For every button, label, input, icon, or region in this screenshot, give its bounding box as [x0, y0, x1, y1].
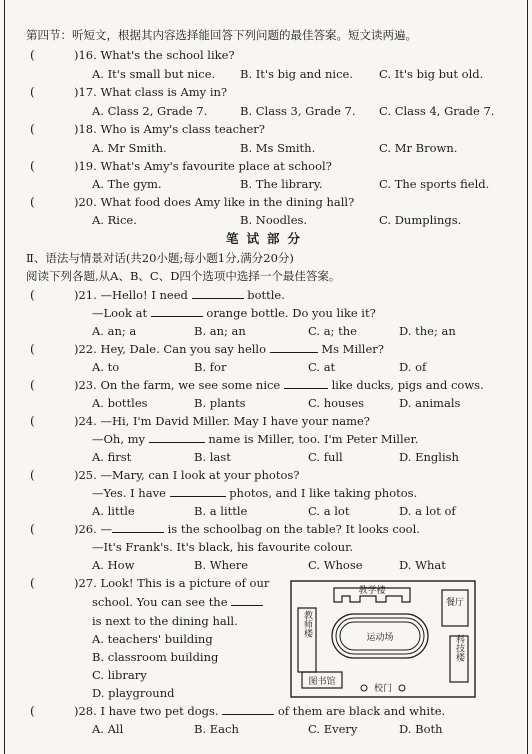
question-number: )26.	[74, 522, 97, 536]
question-text: —Oh, my	[92, 432, 146, 446]
question-20	[74, 195, 354, 209]
option-b[interactable]: B. Noodles.	[240, 213, 308, 227]
question-text: Ms Miller?	[321, 342, 384, 356]
option-b[interactable]: B. for	[194, 360, 227, 374]
option-a[interactable]: A. All	[92, 722, 124, 736]
answer-blank[interactable]	[270, 342, 318, 353]
question-text: —Hello! I need	[100, 288, 188, 302]
page-border-right	[527, 0, 528, 754]
question-number: )28.	[74, 704, 97, 718]
option-d[interactable]: D. playground	[92, 686, 175, 700]
option-d[interactable]: D. Both	[399, 722, 443, 736]
option-a[interactable]: A. How	[92, 558, 135, 572]
question-text: like ducks, pigs and cows.	[331, 378, 484, 392]
option-b[interactable]: B. classroom building	[92, 650, 219, 664]
option-a[interactable]: A. bottles	[92, 396, 148, 410]
question-text: On the farm, we see some nice	[100, 378, 281, 392]
answer-paren[interactable]: (	[30, 704, 35, 718]
section4-header: 第四节：听短文，根据其内容选择能回答下列问题的最佳答案。短文读两遍。	[26, 28, 417, 42]
question-text: Who is Amy's class teacher?	[100, 122, 265, 136]
map-label-dining-text: 餐厅	[445, 598, 465, 608]
option-c[interactable]: C. full	[308, 450, 343, 464]
question-number: )18.	[74, 122, 97, 136]
option-b[interactable]: B. Where	[194, 558, 249, 572]
option-d[interactable]: D. a lot of	[399, 504, 456, 518]
question-number: )16.	[74, 48, 97, 62]
answer-blank[interactable]	[149, 432, 205, 443]
option-b[interactable]: B. a little	[194, 504, 248, 518]
question-number: )23.	[74, 378, 97, 392]
question-text: bottle.	[247, 288, 285, 302]
question-number: )22.	[74, 342, 97, 356]
answer-blank[interactable]	[112, 522, 164, 533]
answer-paren[interactable]: (	[30, 159, 35, 173]
part2-instruction: 阅读下列各题,从A、B、C、D四个选项中选择一个最佳答案。	[26, 269, 341, 283]
option-d[interactable]: D. English	[399, 450, 459, 464]
question-text: What class is Amy in?	[100, 85, 228, 99]
option-b[interactable]: B. Class 3, Grade 7.	[240, 104, 356, 118]
question-text: name is Miller, too. I'm Peter Miller.	[208, 432, 419, 446]
question-21	[74, 288, 285, 302]
question-number: )25.	[74, 468, 97, 482]
option-c[interactable]: C. a; the	[308, 324, 357, 338]
question-text: photos, and I like taking photos.	[229, 486, 418, 500]
option-d[interactable]: D. What	[399, 558, 446, 572]
answer-blank[interactable]	[192, 288, 244, 299]
option-a[interactable]: A. It's small but nice.	[92, 67, 216, 81]
question-number: )27.	[74, 576, 97, 590]
option-a[interactable]: A. The gym.	[92, 177, 162, 191]
question-text: —	[100, 522, 112, 536]
option-c[interactable]: C. Every	[308, 722, 358, 736]
map-label-teachers: 教师楼	[302, 610, 312, 638]
question-24	[74, 414, 370, 428]
option-b[interactable]: B. It's big and nice.	[240, 67, 353, 81]
answer-blank[interactable]	[231, 595, 263, 606]
answer-blank[interactable]	[284, 378, 328, 389]
answer-paren[interactable]: (	[30, 342, 35, 356]
option-a[interactable]: A. an; a	[92, 324, 137, 338]
option-b[interactable]: B. an; an	[194, 324, 246, 338]
option-a[interactable]: A. to	[92, 360, 120, 374]
school-map	[290, 580, 476, 698]
answer-blank[interactable]	[222, 704, 274, 715]
map-label-gate: 校门	[373, 684, 393, 694]
option-b[interactable]: B. The library.	[240, 177, 323, 191]
option-c[interactable]: C. at	[308, 360, 336, 374]
question-18	[74, 122, 265, 136]
question-26-line2: —It's Frank's. It's black, his favourite colour.	[92, 540, 354, 554]
question-text: school. You can see the	[92, 595, 228, 609]
question-text: —Look at	[92, 306, 148, 320]
question-number: )20.	[74, 195, 97, 209]
question-text: Look! This is a picture of our	[100, 576, 270, 590]
option-b[interactable]: B. plants	[194, 396, 246, 410]
question-28	[74, 704, 445, 718]
question-number: )24.	[74, 414, 97, 428]
option-d[interactable]: D. the; an	[399, 324, 456, 338]
question-25	[74, 468, 299, 482]
question-17	[74, 85, 227, 99]
question-text: Hey, Dale. Can you say hello	[100, 342, 267, 356]
question-text: is the schoolbag on the table? It looks cool.	[167, 522, 420, 536]
question-25-line2	[92, 486, 417, 500]
question-text: What's the school like?	[100, 48, 235, 62]
option-c[interactable]: C. Mr Brown.	[379, 141, 458, 155]
map-label-sports: 运动场	[366, 633, 394, 643]
map-label-dining	[446, 596, 464, 608]
option-a[interactable]: A. first	[92, 450, 132, 464]
option-b[interactable]: B. Ms Smith.	[240, 141, 316, 155]
question-16	[74, 48, 235, 62]
question-number: )17.	[74, 85, 97, 99]
question-22	[74, 342, 384, 356]
option-c[interactable]: C. a lot	[308, 504, 350, 518]
answer-paren[interactable]: (	[30, 522, 35, 536]
answer-paren[interactable]: (	[30, 576, 35, 590]
question-number: )21.	[74, 288, 97, 302]
question-23	[74, 378, 484, 392]
question-19	[74, 159, 332, 173]
answer-blank[interactable]	[170, 486, 226, 497]
option-d[interactable]: D. of	[399, 360, 427, 374]
option-c[interactable]: C. houses	[308, 396, 365, 410]
question-26	[74, 522, 420, 536]
question-text: I have two pet dogs.	[100, 704, 219, 718]
question-text: —Mary, can I look at your photos?	[100, 468, 300, 482]
option-c[interactable]: C. Whose	[308, 558, 363, 572]
question-text: —Hi, I'm David Miller. May I have your name?	[100, 414, 370, 428]
map-label-library: 图书馆	[308, 677, 336, 687]
option-c[interactable]: C. Dumplings.	[379, 213, 462, 227]
answer-paren[interactable]: (	[30, 48, 35, 62]
option-c[interactable]: C. library	[92, 668, 147, 682]
map-label-science: 科技楼	[454, 634, 464, 662]
question-text: orange bottle. Do you like it?	[206, 306, 376, 320]
answer-paren[interactable]: (	[30, 288, 35, 302]
option-a[interactable]: A. teachers' building	[92, 632, 213, 646]
option-a[interactable]: A. little	[92, 504, 135, 518]
option-b[interactable]: B. Each	[194, 722, 239, 736]
part2-header: Ⅱ、语法与情景对话(共20小题;每小题1分,满分20分)	[26, 251, 294, 265]
option-a[interactable]: A. Rice.	[92, 213, 137, 227]
answer-blank[interactable]	[151, 306, 203, 317]
question-text: What food does Amy like in the dining hall?	[100, 195, 355, 209]
answer-paren[interactable]: (	[30, 122, 35, 136]
option-c[interactable]: C. The sports field.	[379, 177, 490, 191]
question-text: What's Amy's favourite place at school?	[100, 159, 332, 173]
question-27	[74, 576, 269, 590]
map-label-classroom: 教学楼	[358, 586, 386, 596]
section-title: 笔试部分	[226, 231, 309, 246]
page-border-left	[4, 0, 5, 754]
answer-paren[interactable]: (	[30, 195, 35, 209]
option-a[interactable]: A. Mr Smith.	[92, 141, 167, 155]
question-24-line2	[92, 432, 418, 446]
option-d[interactable]: D. animals	[399, 396, 461, 410]
option-c[interactable]: C. Class 4, Grade 7.	[379, 104, 495, 118]
question-number: )19.	[74, 159, 97, 173]
answer-paren[interactable]: (	[30, 85, 35, 99]
option-c[interactable]: C. It's big but old.	[379, 67, 484, 81]
question-27-line2	[92, 595, 263, 609]
question-text: of them are black and white.	[277, 704, 446, 718]
answer-paren[interactable]: (	[30, 468, 35, 482]
option-b[interactable]: B. last	[194, 450, 231, 464]
answer-paren[interactable]: (	[30, 378, 35, 392]
question-text: —Yes. I have	[92, 486, 166, 500]
question-21-line2	[92, 306, 376, 320]
answer-paren[interactable]: (	[30, 414, 35, 428]
question-27-line3: is next to the dining hall.	[92, 614, 238, 628]
option-a[interactable]: A. Class 2, Grade 7.	[92, 104, 208, 118]
